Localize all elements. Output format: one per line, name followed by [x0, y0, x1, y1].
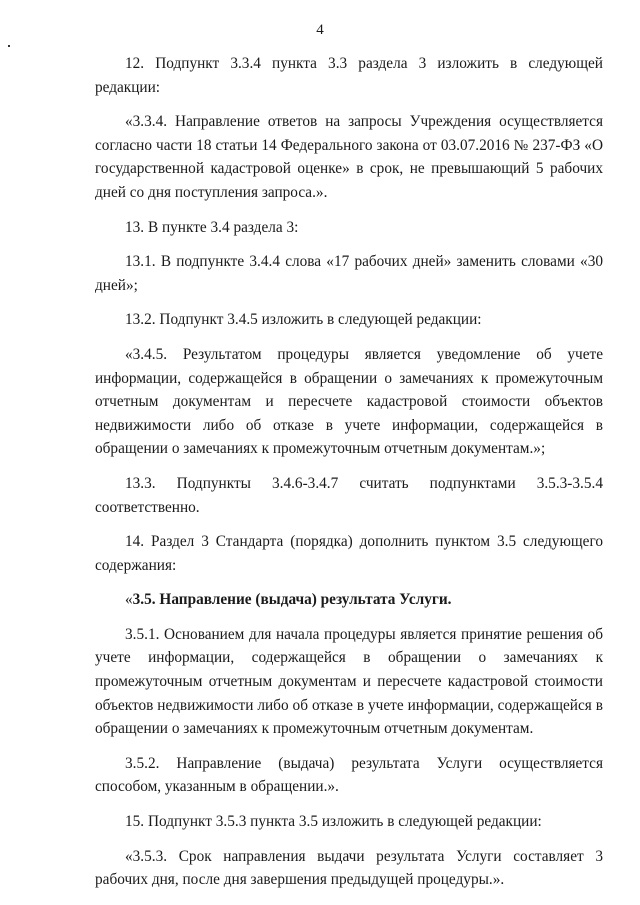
paragraph-13-3: 13.3. Подпункты 3.4.6-3.4.7 считать подпунктами 3.5.3-3.5.4 соответственно. — [95, 474, 603, 516]
paragraph-3-5-3: «3.5.3. Срок направления выдачи результата Услуги составляет 3 рабочих дня, после дня завершения предыдущей процедуры.». — [95, 847, 603, 889]
heading-3-5-text: 3.5. Направление (выдача) результата Услуги. — [132, 591, 452, 609]
paragraph-3-5-1: 3.5.1. Основанием для начала процедуры является принятие решения об учете информации, содержащейся в обращении о замечаниях к промежуточным отчетным документам и пересчете кадастровой стоимости объектов недвижимости либо об отказе в учете информации, содержащейся в обращении о замечаниях к промежуточным отчетным документам. — [95, 625, 603, 738]
paragraph-14: 14. Раздел 3 Стандарта (порядка) дополнить пунктом 3.5 следующего содержания: — [95, 533, 603, 574]
paragraph-3-5-2: 3.5.2. Направление (выдача) результата Услуги осуществляется способом, указанным в обращении.». — [95, 754, 603, 796]
scan-mark — [8, 45, 10, 47]
paragraph-13: 13. В пункте 3.4 раздела 3: — [125, 218, 299, 236]
paragraph-13-1: 13.1. В подпункте 3.4.4 слова «17 рабочих дней» заменить словами «30 дней»; — [95, 253, 603, 294]
page-number: 4 — [316, 22, 324, 38]
paragraph-13-2: 13.2. Подпункт 3.4.5 изложить в следующей редакции: — [125, 311, 482, 329]
heading-3-5 — [95, 588, 603, 612]
paragraph-3-3-4: «3.3.4. Направление ответов на запросы Учреждения осуществляется согласно части 18 статьи 14 Федерального закона от 03.07.2016 № 237-ФЗ «О государственной кадастровой оценке» в срок, не превышающий 5 рабочих дней со дня поступления запроса.». — [95, 113, 603, 201]
paragraph-12: 12. Подпункт 3.3.4 пункта 3.3 раздела 3 изложить в следующей редакции: — [95, 55, 603, 96]
heading-quote: « — [125, 591, 133, 609]
document-body — [95, 52, 603, 903]
paragraph-3-4-5: «3.4.5. Результатом процедуры является уведомление об учете информации, содержащейся в обращении о замечаниях к промежуточным отчетным документам и пересчете кадастровой стоимости объектов недвижимости либо об отказе в учете информации, содержащейся в обращении о замечаниях к промежуточным отчетным документам.»; — [95, 345, 603, 458]
paragraph-15: 15. Подпункт 3.5.3 пункта 3.5 изложить в следующей редакции: — [125, 813, 542, 831]
